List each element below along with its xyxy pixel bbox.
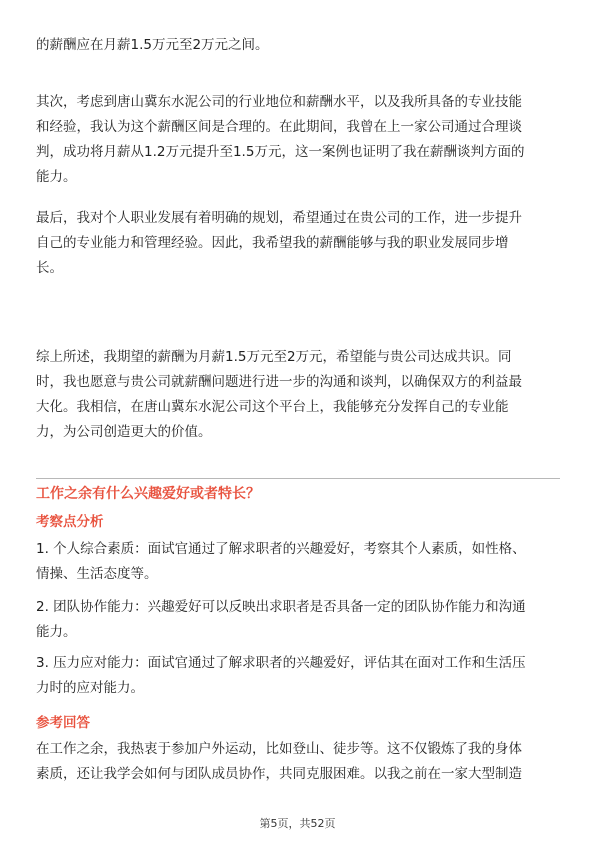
text-line: 长。 bbox=[36, 260, 63, 276]
analysis-item-2 bbox=[36, 595, 560, 645]
body-paragraph-2 bbox=[36, 90, 560, 190]
text-line: 自己的专业能力和管理经验。因此，我希望我的薪酬能够与我的职业发展同步增 bbox=[36, 235, 509, 251]
section-divider bbox=[36, 478, 560, 479]
text-line: 其次，考虑到唐山冀东水泥公司的行业地位和薪酬水平，以及我所具备的专业技能 bbox=[36, 94, 522, 110]
analysis-heading: 考察点分析 bbox=[36, 514, 104, 530]
text-line: 时，我也愿意与贵公司就薪酬问题进行进一步的沟通和谈判，以确保双方的利益最 bbox=[36, 374, 522, 390]
text-line: 素质，还让我学会如何与团队成员协作，共同克服困难。以我之前在一家大型制造 bbox=[36, 766, 522, 782]
analysis-item-3 bbox=[36, 651, 560, 701]
text-line: 3. 压力应对能力：面试官通过了解求职者的兴趣爱好，评估其在面对工作和生活压 bbox=[36, 655, 526, 671]
text-line: 最后，我对个人职业发展有着明确的规划，希望通过在贵公司的工作，进一步提升 bbox=[36, 210, 522, 226]
question-heading: 工作之余有什么兴趣爱好或者特长？ bbox=[36, 486, 260, 502]
answer-heading: 参考回答 bbox=[36, 715, 90, 731]
text-line: 在工作之余，我热衷于参加户外运动，比如登山、徒步等。这不仅锻炼了我的身体 bbox=[36, 741, 522, 757]
text-line: 综上所述，我期望的薪酬为月薪1.5万元至2万元，希望能与贵公司达成共识。同 bbox=[36, 349, 512, 365]
text-line: 1. 个人综合素质：面试官通过了解求职者的兴趣爱好，考察其个人素质，如性格、 bbox=[36, 541, 526, 557]
text-line: 能力。 bbox=[36, 169, 77, 185]
text-line: 和经验，我认为这个薪酬区间是合理的。在此期间，我曾在上一家公司通过合理谈 bbox=[36, 119, 522, 135]
page-number-footer: 第5页，共52页 bbox=[259, 817, 336, 830]
text-line: 大化。我相信，在唐山冀东水泥公司这个平台上，我能够充分发挥自己的专业能 bbox=[36, 399, 509, 415]
text-line: 力时的应对能力。 bbox=[36, 680, 144, 696]
answer-paragraph bbox=[36, 737, 560, 787]
body-paragraph-3 bbox=[36, 206, 560, 281]
text-line: 情操、生活态度等。 bbox=[36, 566, 158, 582]
text-line: 能力。 bbox=[36, 624, 77, 640]
analysis-item-1 bbox=[36, 537, 560, 587]
text-line: 力，为公司创造更大的价值。 bbox=[36, 424, 212, 440]
body-paragraph-1 bbox=[36, 33, 560, 58]
text-line: 2. 团队协作能力：兴趣爱好可以反映出求职者是否具备一定的团队协作能力和沟通 bbox=[36, 599, 526, 615]
text-line: 的薪酬应在月薪1.5万元至2万元之间。 bbox=[36, 37, 269, 53]
text-line: 判，成功将月薪从1.2万元提升至1.5万元，这一案例也证明了我在薪酬谈判方面的 bbox=[36, 144, 525, 160]
body-paragraph-4 bbox=[36, 345, 560, 445]
